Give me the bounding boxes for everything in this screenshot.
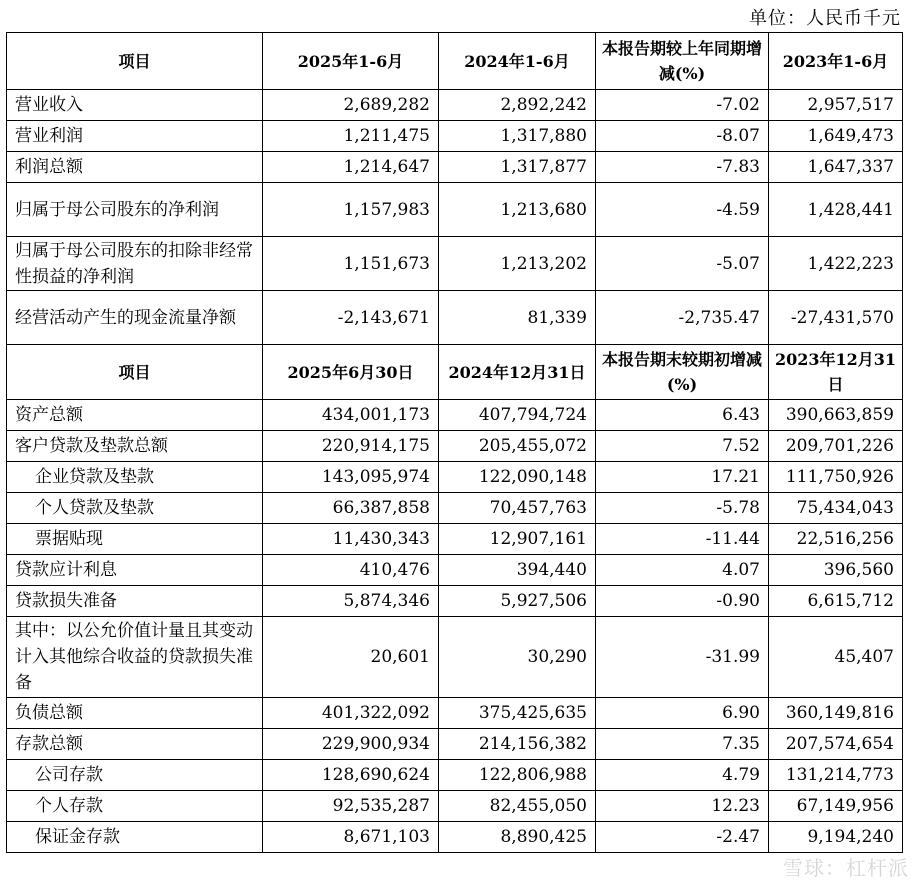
- table-row: [7, 617, 903, 698]
- value-cell: 5,927,506: [439, 586, 596, 617]
- value-cell: -4.59: [596, 183, 769, 237]
- row-label: 个人存款: [7, 791, 263, 822]
- value-cell: 214,156,382: [439, 729, 596, 760]
- row-label: 个人贷款及垫款: [7, 493, 263, 524]
- table-row: [7, 90, 903, 121]
- value-cell: 82,455,050: [439, 791, 596, 822]
- watermark: 雪球：杠杆派: [783, 856, 909, 880]
- value-cell: 360,149,816: [769, 698, 903, 729]
- table-row: [7, 760, 903, 791]
- value-cell: 128,690,624: [263, 760, 439, 791]
- value-cell: 1,213,680: [439, 183, 596, 237]
- row-label: 其中：以公允价值计量且其变动计入其他综合收益的贷款损失准备: [7, 617, 263, 698]
- value-cell: 6.43: [596, 400, 769, 431]
- value-cell: 207,574,654: [769, 729, 903, 760]
- table-row: [7, 729, 903, 760]
- value-cell: 205,455,072: [439, 431, 596, 462]
- value-cell: 394,440: [439, 555, 596, 586]
- table-row: [7, 183, 903, 237]
- header-cell: 2023年12月31日: [769, 345, 903, 400]
- value-cell: 30,290: [439, 617, 596, 698]
- header-cell: 2023年1-6月: [769, 33, 903, 90]
- value-cell: -2,735.47: [596, 291, 769, 345]
- header-cell: 2024年12月31日: [439, 345, 596, 400]
- header-row: [7, 345, 903, 400]
- value-cell: 92,535,287: [263, 791, 439, 822]
- value-cell: 122,090,148: [439, 462, 596, 493]
- value-cell: -2,143,671: [263, 291, 439, 345]
- value-cell: 12,907,161: [439, 524, 596, 555]
- value-cell: 8,671,103: [263, 822, 439, 853]
- value-cell: -7.83: [596, 152, 769, 183]
- header-row: [7, 33, 903, 90]
- table-row: [7, 431, 903, 462]
- row-label: 负债总额: [7, 698, 263, 729]
- value-cell: 22,516,256: [769, 524, 903, 555]
- row-label: 客户贷款及垫款总额: [7, 431, 263, 462]
- value-cell: 45,407: [769, 617, 903, 698]
- value-cell: 111,750,926: [769, 462, 903, 493]
- value-cell: 20,601: [263, 617, 439, 698]
- value-cell: 390,663,859: [769, 400, 903, 431]
- value-cell: 75,434,043: [769, 493, 903, 524]
- value-cell: -11.44: [596, 524, 769, 555]
- table-row: [7, 524, 903, 555]
- value-cell: 17.21: [596, 462, 769, 493]
- value-cell: 1,647,337: [769, 152, 903, 183]
- value-cell: 229,900,934: [263, 729, 439, 760]
- value-cell: 11,430,343: [263, 524, 439, 555]
- value-cell: 2,892,242: [439, 90, 596, 121]
- table-row: [7, 698, 903, 729]
- value-cell: 12.23: [596, 791, 769, 822]
- row-label: 保证金存款: [7, 822, 263, 853]
- value-cell: 4.79: [596, 760, 769, 791]
- row-label: 归属于母公司股东的净利润: [7, 183, 263, 237]
- row-label: 营业利润: [7, 121, 263, 152]
- row-label: 公司存款: [7, 760, 263, 791]
- value-cell: 220,914,175: [263, 431, 439, 462]
- header-cell: 本报告期末较期初增减(%): [596, 345, 769, 400]
- value-cell: 6,615,712: [769, 586, 903, 617]
- row-label: 贷款损失准备: [7, 586, 263, 617]
- value-cell: -5.07: [596, 237, 769, 291]
- table-row: [7, 586, 903, 617]
- header-cell: 项目: [7, 33, 263, 90]
- table-row: [7, 791, 903, 822]
- value-cell: -0.90: [596, 586, 769, 617]
- value-cell: 375,425,635: [439, 698, 596, 729]
- value-cell: 410,476: [263, 555, 439, 586]
- table-row: [7, 462, 903, 493]
- value-cell: -5.78: [596, 493, 769, 524]
- value-cell: 66,387,858: [263, 493, 439, 524]
- value-cell: 209,701,226: [769, 431, 903, 462]
- row-label: 经营活动产生的现金流量净额: [7, 291, 263, 345]
- value-cell: 122,806,988: [439, 760, 596, 791]
- table-row: [7, 291, 903, 345]
- row-label: 企业贷款及垫款: [7, 462, 263, 493]
- value-cell: 1,317,880: [439, 121, 596, 152]
- value-cell: 81,339: [439, 291, 596, 345]
- value-cell: 1,422,223: [769, 237, 903, 291]
- table-row: [7, 400, 903, 431]
- value-cell: 5,874,346: [263, 586, 439, 617]
- value-cell: -31.99: [596, 617, 769, 698]
- value-cell: 2,689,282: [263, 90, 439, 121]
- value-cell: 407,794,724: [439, 400, 596, 431]
- value-cell: -27,431,570: [769, 291, 903, 345]
- value-cell: -7.02: [596, 90, 769, 121]
- value-cell: 70,457,763: [439, 493, 596, 524]
- value-cell: 1,649,473: [769, 121, 903, 152]
- value-cell: 434,001,173: [263, 400, 439, 431]
- value-cell: 9,194,240: [769, 822, 903, 853]
- value-cell: -8.07: [596, 121, 769, 152]
- value-cell: 7.35: [596, 729, 769, 760]
- table-row: [7, 555, 903, 586]
- table-row: [7, 237, 903, 291]
- table-row: [7, 822, 903, 853]
- table-row: [7, 152, 903, 183]
- unit-label: 单位：人民币千元: [749, 8, 901, 29]
- table-row: [7, 121, 903, 152]
- value-cell: 1,428,441: [769, 183, 903, 237]
- header-cell: 本报告期较上年同期增减(%): [596, 33, 769, 90]
- header-cell: 项目: [7, 345, 263, 400]
- value-cell: 1,213,202: [439, 237, 596, 291]
- header-cell: 2024年1-6月: [439, 33, 596, 90]
- value-cell: 401,322,092: [263, 698, 439, 729]
- value-cell: 1,151,673: [263, 237, 439, 291]
- row-label: 营业收入: [7, 90, 263, 121]
- row-label: 资产总额: [7, 400, 263, 431]
- value-cell: 4.07: [596, 555, 769, 586]
- row-label: 归属于母公司股东的扣除非经常性损益的净利润: [7, 237, 263, 291]
- row-label: 贷款应计利息: [7, 555, 263, 586]
- value-cell: 1,214,647: [263, 152, 439, 183]
- row-label: 票据贴现: [7, 524, 263, 555]
- value-cell: 396,560: [769, 555, 903, 586]
- value-cell: 143,095,974: [263, 462, 439, 493]
- financial-table: [6, 32, 903, 853]
- row-label: 存款总额: [7, 729, 263, 760]
- value-cell: 131,214,773: [769, 760, 903, 791]
- table-row: [7, 493, 903, 524]
- value-cell: 1,157,983: [263, 183, 439, 237]
- value-cell: 67,149,956: [769, 791, 903, 822]
- value-cell: -2.47: [596, 822, 769, 853]
- value-cell: 7.52: [596, 431, 769, 462]
- value-cell: 2,957,517: [769, 90, 903, 121]
- row-label: 利润总额: [7, 152, 263, 183]
- value-cell: 8,890,425: [439, 822, 596, 853]
- header-cell: 2025年6月30日: [263, 345, 439, 400]
- value-cell: 1,317,877: [439, 152, 596, 183]
- value-cell: 1,211,475: [263, 121, 439, 152]
- value-cell: 6.90: [596, 698, 769, 729]
- header-cell: 2025年1-6月: [263, 33, 439, 90]
